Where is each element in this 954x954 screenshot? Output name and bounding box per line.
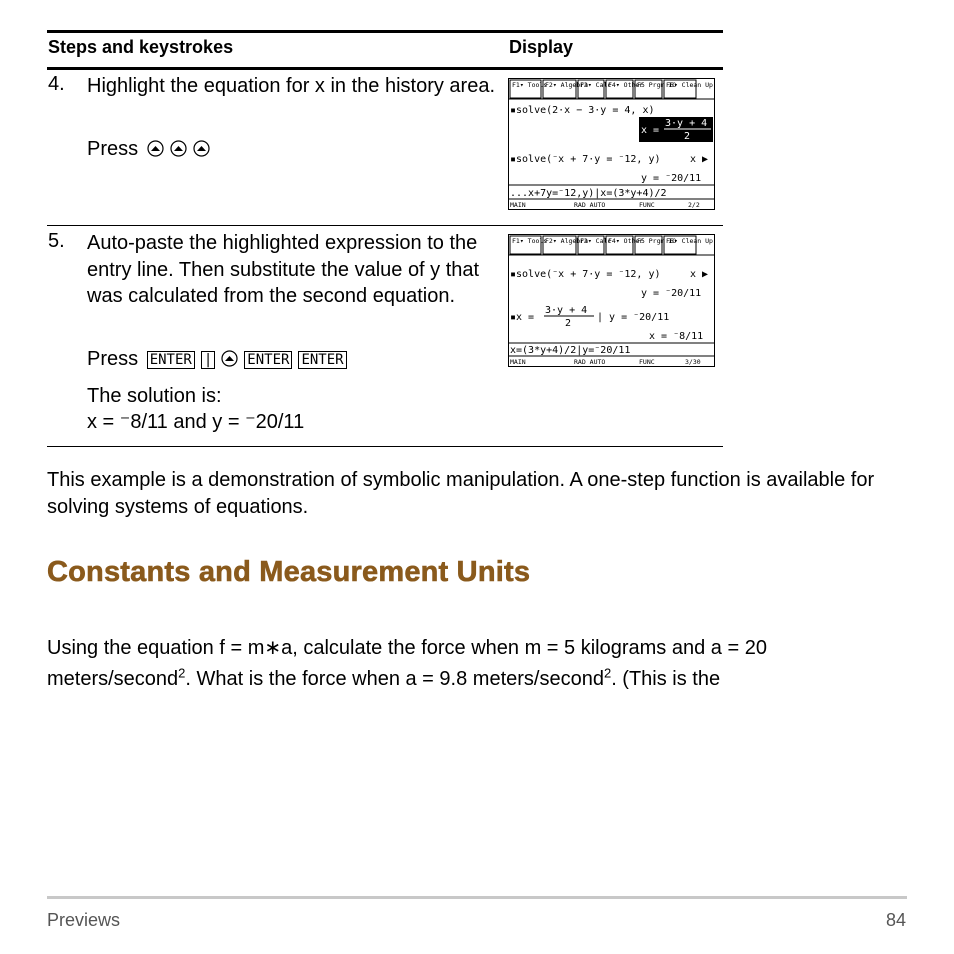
toolbar-f2: F2▾ Algebra (545, 81, 589, 89)
screen2-line2-rest: | y = ⁻20/11 (597, 312, 670, 323)
screen1-result1-lhs: x = (641, 125, 660, 136)
screen1-entry: ...x+7y=⁻12,y)|x=(3*y+4)/2 (510, 188, 667, 199)
screen2-status-count: 3/30 (685, 358, 701, 366)
force-paragraph (47, 633, 877, 695)
header-steps: Steps and keystrokes (48, 37, 234, 57)
superscript-1: 2 (178, 665, 186, 681)
screen2-line2-den: 2 (565, 318, 572, 329)
toolbar-f6: F6▾ Clean Up (666, 237, 713, 245)
screen1-status-angle: RAD AUTO (574, 201, 606, 209)
screen2-entry: x=(3*y+4)/2|y=⁻20/11 (510, 345, 631, 356)
step5-press (87, 346, 497, 373)
screen2-line1: ▪solve(⁻x + 7·y = ⁻12, y) (510, 269, 661, 280)
screen2-result1: y = ⁻20/11 (641, 288, 702, 299)
section-heading: Constants and Measurement Units (47, 556, 531, 588)
screen2-line2-lhs: ▪x = (510, 312, 535, 323)
toolbar-f1: F1▾ Tools (512, 237, 548, 245)
calculator-screen-2 (508, 234, 715, 367)
up-arrow-icon (221, 350, 238, 367)
toolbar-f3: F3▾ Calc (580, 81, 612, 89)
step5-press-label: Press (87, 348, 139, 370)
step5-text: Auto-paste the highlighted expression to the entry line. Then substitute the value of y that was calculated from the second equation. (87, 232, 480, 307)
screen2-status-graph: FUNC (639, 358, 655, 366)
intro-paragraph: This example is a demonstration of symbolic manipulation. A one-step function is available for solving systems of equations. (47, 469, 875, 518)
screen2-status-angle: RAD AUTO (574, 358, 606, 366)
screen1-status-count: 2/2 (688, 201, 700, 209)
step4-press (87, 136, 497, 163)
toolbar-f5: F5 Prgm IO (637, 237, 677, 245)
up-arrow-icon (193, 140, 210, 157)
screen2-line2-num: 3·y + 4 (545, 305, 588, 316)
footer-rule (47, 896, 907, 899)
screen1-status-mode: MAIN (510, 201, 526, 209)
screen1-result1-den: 2 (684, 131, 691, 142)
screen1-status-graph: FUNC (639, 201, 655, 209)
table-header-rule (47, 67, 723, 70)
footer-section: Previews (47, 910, 121, 930)
screen2-status-mode: MAIN (510, 358, 526, 366)
screen1-line1: ▪solve(2·x − 3·y = 4, x) (510, 105, 655, 116)
screen1-result1-num: 3·y + 4 (665, 118, 708, 129)
page-number: 84 (885, 910, 906, 930)
screen2-line1-suffix: x ▶ (690, 269, 709, 280)
toolbar-f4: F4▾ Other (608, 81, 644, 89)
bar-key: | (201, 351, 215, 369)
enter-key: ENTER (147, 351, 195, 369)
screen1-result2: y = ⁻20/11 (641, 173, 702, 184)
step5-solution-label: The solution is: (87, 385, 222, 407)
toolbar-f4: F4▾ Other (608, 237, 644, 245)
force-text-3: . (This is the (611, 668, 721, 690)
screen1-line2-suffix: x ▶ (690, 154, 709, 165)
step4-number: 4. (48, 73, 65, 95)
force-text-1: Using the equation f = m∗a, calculate the force when m = 5 kilograms and a = 20 meters/second (47, 637, 767, 690)
toolbar-f6: F6▾ Clean Up (666, 81, 713, 89)
enter-key: ENTER (298, 351, 346, 369)
toolbar-f3: F3▾ Calc (580, 237, 612, 245)
row-divider (47, 225, 723, 226)
toolbar-f1: F1▾ Tools (512, 81, 548, 89)
up-arrow-icon (147, 140, 164, 157)
table-top-rule (47, 30, 723, 33)
header-display: Display (509, 37, 574, 57)
superscript-2: 2 (603, 665, 612, 681)
screen2-result2: x = ⁻8/11 (649, 331, 704, 342)
force-text-2: . What is the force when a = 9.8 meters/second (185, 668, 604, 690)
toolbar-f2: F2▾ Algebra (545, 237, 589, 245)
up-arrow-icon (170, 140, 187, 157)
step4-text: Highlight the equation for x in the history area. (87, 75, 496, 97)
step4-press-label: Press (87, 138, 139, 160)
step5-solution-value: x = ⁻8/11 and y = ⁻20/11 (87, 411, 305, 433)
enter-key: ENTER (244, 351, 292, 369)
calculator-screen-1 (508, 78, 715, 210)
screen1-line2: ▪solve(⁻x + 7·y = ⁻12, y) (510, 154, 661, 165)
step5-number: 5. (48, 230, 65, 252)
toolbar-f5: F5 Prgm IO (637, 81, 677, 89)
table-bottom-rule (47, 446, 723, 447)
